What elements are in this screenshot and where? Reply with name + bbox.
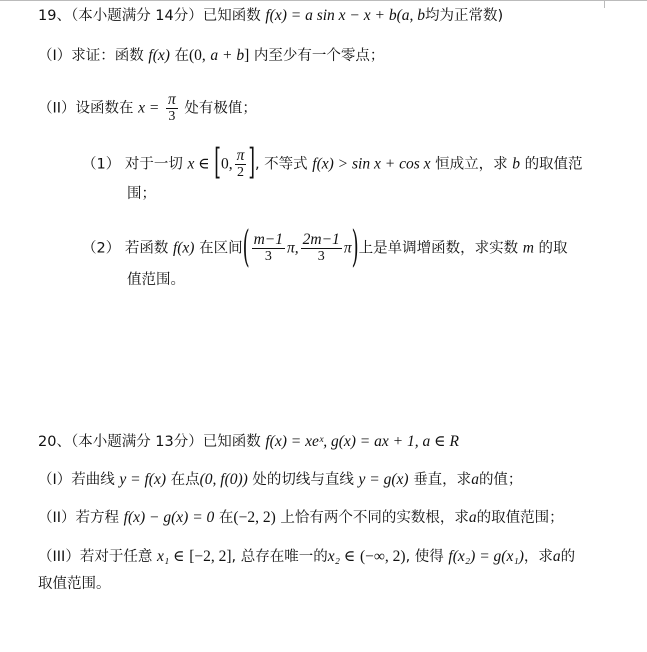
q19-part1	[38, 46, 384, 66]
q19-p2-tail: 处有极值；	[184, 100, 257, 117]
q19-p1-in: 在	[174, 48, 190, 64]
q20-p2-a: 在	[218, 510, 234, 526]
q20-p3-d: 的	[560, 549, 576, 565]
q20-head-text: 20、（本小题满分 13分）已知函数	[38, 434, 261, 450]
q19-head-text: 19、（本小题满分 14分）已知函数	[38, 8, 261, 24]
q20-p1-a: 在点	[170, 472, 200, 488]
q20-p1-curve: y = f(x)	[119, 471, 166, 488]
q19-s2-m: m	[522, 239, 534, 257]
q19-p1-tail: 内至少有一个零点；	[253, 48, 385, 64]
page-corner-mark	[604, 0, 605, 8]
q19-s2-b: 在区间	[199, 240, 243, 257]
q19-s2-pi2: π	[343, 239, 352, 257]
q20-p3-x1: x₁ ∈	[156, 548, 185, 565]
q19-s1-b: , 不等式	[254, 156, 308, 173]
q19-s2-num1: m−1	[253, 231, 284, 248]
q20-p2-avar: a	[468, 509, 477, 526]
q20-p3-wrap: 取值范围。	[38, 576, 111, 592]
q19-p1-interval-left: (0,	[189, 47, 206, 64]
q19-s2-wrap: 值范围。	[127, 272, 185, 288]
q20-p2-eq: f(x) − g(x) = 0	[123, 509, 215, 526]
q19-s1-label: （1）	[82, 156, 121, 173]
q19-s2-c: 上是单调增函数，求实数	[358, 240, 519, 257]
q20-p1-point: (0, f(0))	[199, 471, 248, 488]
q19-s1-ineq: f(x) > sin x + cos x	[312, 155, 431, 173]
q19-sub2	[82, 222, 568, 273]
q20-part3-wrap	[38, 574, 111, 594]
q20-p3-label: （III）若对于任意	[38, 549, 153, 565]
q19-p2-den: 3	[168, 109, 176, 124]
q19-s2-fx: f(x)	[172, 239, 195, 257]
q20-p2-interval: (−2, 2)	[233, 509, 276, 526]
q19-s1-rbracket: ]	[248, 142, 255, 185]
q20-part3	[38, 547, 575, 567]
q19-s1-zero: 0,	[220, 155, 233, 173]
q19-s2-label: （2）	[82, 240, 121, 257]
q20-p2-label: （II）若方程	[38, 510, 120, 526]
q19-p1-bracket: ]	[244, 47, 250, 64]
q19-s2-fraction1	[252, 232, 285, 265]
q19-s2-lparen: (	[242, 222, 250, 273]
q19-s1-a: 对于一切	[124, 156, 183, 173]
q20-p1-d: 的值；	[478, 472, 523, 488]
q19-s1-fraction	[235, 148, 247, 181]
q19-s2-den2: 3	[317, 249, 325, 264]
q19-s1-num: π	[236, 147, 245, 164]
q20-p3-a: , 总存在唯一的	[231, 549, 328, 565]
q19-p2-fraction	[166, 92, 178, 125]
page-top-border	[0, 0, 647, 1]
q19-p2-label: （II）设函数在	[38, 100, 134, 117]
q20-part1	[38, 470, 522, 490]
q19-p2-num: π	[168, 91, 176, 108]
q20-p1-b: 处的切线与直线	[252, 472, 354, 488]
q19-s2-rparen: )	[351, 222, 359, 273]
q20-header	[38, 432, 459, 452]
q20-p3-interval1: [−2, 2]	[189, 548, 232, 565]
q19-s1-c: 恒成立，求	[435, 156, 508, 173]
q19-sub1-wrap	[127, 184, 156, 204]
q19-sub2-wrap	[127, 270, 185, 290]
q20-p3-interval2: (−∞, 2)	[359, 548, 406, 565]
q19-head-tail: 均为正常数)	[425, 8, 504, 24]
q20-p3-b: , 使得	[405, 549, 444, 565]
q19-s1-wrap: 围；	[127, 186, 156, 202]
q20-part2	[38, 508, 564, 528]
q19-s2-a: 若函数	[124, 240, 169, 257]
q19-p1-label: （I）求证：函数	[38, 48, 144, 64]
q20-p3-c: ，求	[523, 549, 553, 565]
q20-p2-c: 的取值范围；	[476, 510, 564, 526]
q20-p1-c: 垂直，求	[413, 472, 472, 488]
q19-p1-fx: f(x)	[148, 47, 170, 64]
q19-s2-pi1: π,	[287, 239, 299, 257]
q20-p3-avar: a	[552, 548, 561, 565]
q20-p3-eq: f(x₂) = g(x₁)	[448, 548, 524, 565]
q20-p1-line: y = g(x)	[358, 471, 409, 488]
q19-s1-lbracket: [	[214, 142, 221, 185]
q20-p2-b: 上恰有两个不同的实数根，求	[280, 510, 469, 526]
q19-s2-d: 的取	[538, 240, 568, 257]
q19-p2-x: x =	[138, 99, 160, 117]
q19-p1-interval-mid: a + b	[210, 47, 245, 64]
q20-p1-label: （I）若曲线	[38, 472, 115, 488]
q19-s1-bvar: b	[512, 155, 520, 173]
q19-sub1	[82, 142, 583, 185]
q19-function: f(x) = a sin x − x + b(a, b	[265, 7, 426, 24]
q19-s1-d: 的取值范	[524, 156, 583, 173]
q20-p1-avar: a	[471, 471, 479, 488]
q20-p3-x2: x₂ ∈	[327, 548, 356, 565]
q19-s2-fraction2	[301, 232, 342, 265]
q19-s2-den1: 3	[264, 249, 272, 264]
q19-s1-x: x ∈	[187, 155, 210, 173]
q19-header	[38, 6, 503, 26]
q19-s2-num2: 2m−1	[302, 231, 340, 248]
q19-s1-den: 2	[236, 165, 244, 180]
q19-part2	[38, 92, 257, 125]
q20-function: f(x) = xeˣ, g(x) = ax + 1, a ∈ R	[265, 433, 459, 450]
